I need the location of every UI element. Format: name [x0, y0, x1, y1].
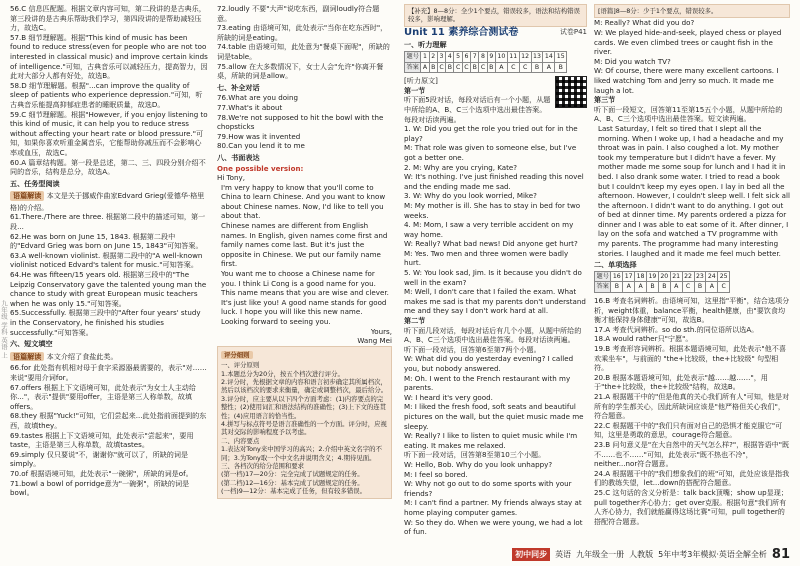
rubric-line: (第一档)17—20分：完全完成了试题规定的任务。	[221, 470, 364, 479]
table-cell: 13	[531, 52, 543, 63]
table-row	[405, 52, 567, 63]
answer-75: 75.allow 在大多数情况下，女士人会"允许"你离开餐桌，所缺的词是allow。	[217, 61, 384, 81]
script-line: M: Did you watch TV?	[594, 56, 671, 66]
header-note: 【补充】8—8分：全少1个要点，错误较多，语法和结构错误较多，影响理解。	[404, 4, 587, 27]
script-line: 1. W: Did you get the role you tried out for in the play?	[404, 124, 578, 143]
table-cell: 11	[507, 52, 519, 63]
rubric-line: 1.表达对Tony来中国学习的高兴；2.介绍中英文名字的不同；3.为Tony取一个中文名并说明含义；4.期待见面。	[221, 445, 382, 462]
part-2-title: 第二节	[404, 316, 426, 326]
column-3	[404, 4, 587, 537]
answer-60: 60.A 篇章结构题。第一段是总述，第二、三、四段分别介绍不同的音乐，结构是总分，故选A。	[10, 157, 206, 177]
table-cell: 12	[519, 52, 531, 63]
script-line: W: I heard it's very good.	[404, 392, 493, 402]
part-3-desc: 听下面一段短文，回答第11至第15五个小题，从题中所给的A、B、C三个选项中选出最佳答案。短文读两遍。	[594, 104, 783, 124]
rubric-line: 3.评分时，应主要从以下四个方面考虑：(1)内容要点的完整性；(2)使用词汇和语法结构的准确性；(3)上下文的连贯性；(4)应用语言的恰当性。	[221, 394, 387, 420]
answer-24: 24.A 根据题干中的"我们想象我们的班"可知，此处应该是指我们的教练失望，let...down的搭配符合题意。	[594, 468, 790, 488]
dialog-77: 77.What's it about	[217, 102, 283, 112]
table-cell: C	[519, 62, 531, 73]
letter-paragraph-4: Looking forward to seeing you.	[221, 317, 331, 326]
table-cell: 9	[487, 52, 495, 63]
table-cell: 1	[421, 52, 429, 63]
table-cell: B	[487, 62, 495, 73]
rubric-line: 三、各档次的给分范围和要求	[221, 462, 305, 471]
script-line: W: We played hide-and-seek, played chess or played cards. We even climbed trees or caught fish in the river.	[594, 28, 782, 57]
table-cell: 16	[611, 271, 623, 282]
answer-20: 20.B 根据本题语境可知，此处表示"越……越……"，用于"the+比较级，the+比较级"结构，故选B。	[594, 372, 768, 392]
rubric-line: 4.拼写与标点符号是语言准确性的一个方面。评分时，应视其对交际的影响程度予以考虑。	[221, 420, 387, 437]
answer-18: 18.A would rather只"宁愿"。	[594, 334, 693, 344]
answer-16: 16.B 考查名词辨析。由语境可知，这里指"平衡"，结合选项分析，weight体重，balance平衡，health健康，由"要饮食均衡才能保持身体健康"可知，故选B。	[594, 296, 790, 325]
table-cell: B	[647, 282, 659, 293]
discourse-tag: 语篇解读	[10, 191, 44, 201]
answer-69: 69.tastes 根据上下文语境可知，此处表示"尝起来"，要用taste，主语是第三人称单数，故填tastes。	[10, 430, 194, 450]
script-line: W: Why not go out to do some sports with your friends?	[404, 479, 572, 498]
table-cell: 7	[471, 52, 479, 63]
table-cell: C	[682, 282, 694, 293]
answer-56: 56.C 信息匹配题。根据文章内容可知，第二段讲的是古典乐，第三段讲的是古典乐帮助我们学习，第四段讲的是帮助减轻压力，故选C。	[10, 4, 206, 33]
script-line: W: It's nothing. I've just finished reading this novel and the ending made me sad.	[404, 172, 584, 191]
table-cell: B	[429, 62, 437, 73]
section-title-8: 八、书面表达	[217, 152, 260, 162]
rubric-line: (一档)9—12分：基本完成了任务，但有较多错误。	[221, 487, 366, 496]
table-cell: 题号	[595, 271, 611, 282]
table-cell: 题号	[405, 52, 421, 63]
table-cell: A	[495, 62, 507, 73]
letter-paragraph-2: Chinese names are different from English names. In English, given names come first and family names come last. But it's just the opposite in Chinese. We put our family name first.	[221, 221, 388, 269]
answer-73: 73.eating 由语境可知，此处表示"当你在吃东西时"，所缺的词是eating。	[217, 23, 388, 42]
table-cell: C	[479, 62, 487, 73]
dialog-80: 80.Can you lend it to me	[217, 141, 305, 151]
discourse-tag-2: 语篇解读	[10, 352, 44, 362]
answer-65: 65.Successfully. 根据第三段中的"After four years' study in the Conservatory, he finished his studies successfully."可知答案。	[10, 308, 201, 337]
column-1	[10, 4, 208, 498]
section-title-6: 六、短文填空	[10, 339, 53, 349]
script-line: W: Of course, there were many excellent cartoons. I liked watching Tom and Jerry so much. It made me laugh a lot.	[594, 66, 779, 95]
top-note: [语篇]8—8分：少于1个要点，错误较多。	[594, 4, 790, 18]
script-line: W: Hello, Bob. Why do you look unhappy?	[404, 459, 553, 469]
script-line: 4. M: Mom, I saw a very terrible accident on my way home.	[404, 220, 574, 239]
answer-25: 25.C 这句话的含义分析是：talk back顶嘴；show up显现；pull together齐心协力；get over克服。根据句意"我们所有人齐心协力，我们就能赢得这场比赛"可知，pull together的搭配符合题意。	[594, 487, 788, 526]
dialog-76: 76.What are you doing	[217, 93, 299, 103]
answer-70: 70.of 根据语境可知，此处表示"一碗粥"，所缺的词是of。	[10, 468, 193, 478]
script-line: M: Well, I don't care that I failed the exam. What makes me sad is that my parents don't understand me and they say I don't work hard at all.	[404, 287, 586, 316]
answer-69b: 69.simply 仅只要说"不，谢谢你"就可以了，所缺的词是simply。	[10, 449, 189, 469]
answer-64: 64.He was fifteen/15 years old. 根据第三段中的"The Leipzig Conservatory gave the talented young man the chance to study with great European music teachers when he was only 15."可知答案。	[10, 270, 207, 308]
part-3-title: 第三节	[594, 95, 616, 105]
letter-signer: Wang Mei	[357, 336, 392, 346]
script-line: M: I can't find a partner. My friends always stay at home playing computer games.	[404, 498, 582, 517]
discourse-note	[10, 189, 208, 212]
answer-68: 68.they 根据"Yuck!"可知，它们尝起来...此处指前面提到的东西，故填they。	[10, 411, 207, 430]
unit-page-ref: 试卷P41	[559, 27, 587, 36]
answer-59: 59.C 细节理解题。根据"However, if you enjoy listening to this kind of music, it can help you to reduce stress without affecting your heart rate or blood pressure."可知，如果你喜欢听重金属音乐，它能帮助你减压而不会影响心率或血压，故选C。	[10, 109, 208, 157]
unit-title-text: Unit 11 素养综合测试卷	[404, 26, 519, 38]
answer-71: 71.bowl a bowl of porridge意为"一碗粥"，所缺的词是bowl。	[10, 478, 190, 498]
part-2-desc: 听下面几段对话，每段对话后有几个小题，从题中所给的A、B、C三个选项中选出最佳答案。每段对话读两遍。	[404, 325, 582, 345]
column-2	[217, 4, 392, 499]
discourse-text: 本文是关于挪威作曲家Edvard Grieg(爱德华·格里格)的介绍。	[10, 191, 205, 212]
script-line: M: Oh. I went to the French restaurant with my parents.	[404, 373, 571, 393]
table-cell: 17	[623, 271, 635, 282]
rubric-tag: 评分细则	[221, 351, 253, 359]
part-1-title: 第一节	[404, 85, 426, 95]
table-cell: B	[694, 282, 706, 293]
script-line: M: My mother is ill. She has to stay in bed for two weeks.	[404, 200, 581, 220]
column-4	[594, 4, 790, 526]
table-cell: B	[531, 62, 543, 73]
table-cell: C	[718, 282, 730, 293]
footer-subject: 英语	[555, 550, 572, 559]
table-cell: 5	[454, 52, 462, 63]
script-line: M: Really? What did you do?	[594, 18, 695, 28]
table-cell: B	[555, 62, 567, 73]
table-row	[595, 282, 730, 293]
footer-series: 5年中考3年模拟·英语全解全析	[658, 550, 767, 559]
script-line: M: I liked the fresh food, soft seats and beautiful pictures on the wall, but the quiet music made me sleepy.	[404, 402, 584, 431]
script-line: 2. M: Why are you crying, Kate?	[404, 162, 518, 172]
table-cell: B	[611, 282, 623, 293]
table-cell: A	[623, 282, 635, 293]
table-cell: B	[446, 62, 454, 73]
answer-22: 22.C 根据题干中的"我们只有面对自己的恐惧才能克服它"可知，这里是勇敢的意思，courage符合题意。	[594, 420, 783, 440]
answer-17: 17.A 考查代词辨析。so do sth.的同位语所以选A。	[594, 324, 759, 334]
table-cell: B	[658, 282, 670, 293]
answer-72: 72.loudly 不要"大声"说吃东西，副词loudly符合题意。	[217, 4, 380, 23]
script-line: W: Really? I like to listen to quiet music while I'm eating. It makes me relaxed.	[404, 431, 578, 450]
letter-paragraph-1: I'm very happy to know that you'll come to China to learn Chinese. And you want to know about Chinese names. Now, I'd like to tell you about that.	[221, 182, 386, 221]
letter-greeting: Hi Tony,	[217, 173, 245, 183]
discourse-text-2: 本文介绍了食盐此类。	[46, 351, 118, 361]
table-row	[595, 271, 730, 282]
table-cell: 4	[446, 52, 454, 63]
answer-19: 19.B 考查形容词辨析。根据本题语境可知，此处表示"他不喜欢乘坐车"，与前面的 "the+比较级，the+比较级" 句型相符。	[594, 344, 786, 373]
table-cell: 14	[543, 52, 555, 63]
letter-paragraph-3: You want me to choose a Chinese name for you. I think Li Cong is a good name for you. This name means that you are wise and clever. It's just like you! A good name stands for good luck. I hope you will like this new name.	[221, 269, 389, 317]
table-cell: C	[437, 62, 445, 73]
table-cell: 21	[670, 271, 682, 282]
dialog-78: 78.We're not supposed to hit the bowl with the chopsticks	[217, 112, 384, 132]
letter-closing: Yours,	[370, 326, 392, 336]
table-cell: C	[462, 62, 470, 73]
script-line: W: What did you do yesterday evening? I called you, but nobody answered.	[404, 354, 574, 373]
table-cell: 3	[437, 52, 445, 63]
rubric-line: 一、评分原则	[221, 361, 260, 370]
script-line: 5. W: You look sad, Jim. Is it because you didn't do well in the exam?	[404, 268, 582, 287]
brand-logo: 初中同步	[512, 548, 550, 561]
table-cell: A	[421, 62, 429, 73]
table-cell: A	[635, 282, 647, 293]
unit-title	[404, 28, 587, 38]
rubric-line: 2.评分时，先根据文章的内容和语言初步确定其所属档次，然后以该档次的要求来衡量，确定或调整档次，最后给分。	[221, 378, 388, 395]
part-1-desc: 听下面5段对话，每段对话后有一个小题，从题中所给的A、B、C三个选项中选出最佳答案。每段对话读两遍。	[404, 95, 551, 124]
table-cell: 答案	[405, 62, 421, 73]
table-cell: 6	[462, 52, 470, 63]
answer-21: 21.A 根据题干中的"但是他真的关心我们所有人"可知，他是对所有的学生都关心，因此所缺词应该是"他严格但关心我们"，符合题意。	[594, 391, 790, 421]
answer-57: 57.B 细节理解题。根据"This kind of music has been found to reduce stress(even for people who are not too interested in classical music) and improve certain kinds of intelligence."可知，古典音乐可以减轻压力，提高智力，因此对大部分人都有好处，故选B。	[10, 32, 208, 81]
section-title-choice: 二、单项选择	[594, 260, 637, 270]
part-2-sub: 听下面一段对话，回答第6至第7两个小题。	[404, 344, 541, 354]
story-passage: Last Saturday, I felt so tired that I slept all the morning. When I woke up, I had a headache and my throat was in pain. I also coughed a lot. My mother took my temperature but I didn't have a fever. My mother made me some soup for lunch and I had it in bed. I also drank some water. I tried to read a book but I couldn't keep my eyes open. I lay in bed all the afternoon. However, I couldn't sleep well. I felt sick all the afternoon. I didn't want to do anything. I got out of bed at dinner time. My parents ordered a pizza for dinner and I was able to eat some of it. After dinner, I lay on the sofa and watched a TV programme with my parents. The programme had many interesting stories. I laughed and it made me feel much better.	[598, 123, 790, 258]
table-cell: C	[454, 62, 462, 73]
answer-58: 58.D 细节理解题。根据"...can improve the quality of sleep of patients who experience depression."可知，听古典音乐能提高抑郁症患者的睡眠质量，故选D。	[10, 80, 203, 109]
rubric-line: 二、内容要点	[221, 436, 260, 445]
side-margin-text: 九年级 学科 英语 上	[0, 300, 8, 359]
script-line: W: Really? What bad news! Did anyone get hurt?	[404, 239, 578, 249]
answer-table-choice	[594, 271, 730, 293]
part-3-sub: 听下面一段对话，回答第8至第10三个小题。	[404, 450, 546, 460]
discourse-note-2	[10, 350, 208, 364]
rubric-line: 1.本题总分为20分，按五个档次进行评分。	[221, 369, 344, 378]
table-cell: 答案	[595, 282, 611, 293]
table-cell: 22	[682, 271, 694, 282]
dialog-79: 79.How was it invented	[217, 131, 301, 141]
footer-grade: 九年级全一册	[576, 550, 625, 559]
page-number: 81	[771, 547, 790, 562]
answer-63: 63.A well-known violinist. 根据第二段中的"A well-known violinist noticed Edvard's talent for music."可知答案。	[10, 250, 203, 270]
answer-23: 23.B 问句意义是"在大自然中的天气怎么样?"，根据答语中"既不……也不……"可知，此处表示"既不热也不冷"，neither...nor符合题意。	[594, 439, 790, 469]
section-title-5: 五、任务型阅读	[10, 178, 60, 188]
table-cell: 2	[429, 52, 437, 63]
qr-code-icon[interactable]	[555, 76, 587, 108]
table-cell: A	[543, 62, 555, 73]
rubric-box	[217, 346, 392, 499]
table-cell: 8	[479, 52, 487, 63]
answer-table-listening	[404, 51, 567, 73]
table-cell: 19	[647, 271, 659, 282]
rubric-line: (第二档)12—16分：基本完成了试题规定的任务。	[221, 478, 364, 487]
answer-62: 62.He was born on June 15, 1843. 根据第二段中的"Edvard Grieg was born on June 15, 1843"可知答案。	[10, 231, 203, 251]
table-cell: 15	[555, 52, 567, 63]
table-cell: 18	[635, 271, 647, 282]
answer-67: 67.offers 根据上下文语境可知，此处表示"为女士人主动给你..."，表示"提供"要用offer，主语是第三人称单数，故填offers。	[10, 382, 196, 411]
section-title-7: 七、补全对话	[217, 82, 260, 92]
version-label: One possible version:	[217, 163, 304, 173]
script-line: 3. W: Why do you look worried, Mike?	[404, 191, 537, 201]
table-cell: C	[507, 62, 519, 73]
table-cell: 24	[706, 271, 718, 282]
script-line: M: Yes. Two men and three women were badly hurt.	[404, 248, 569, 268]
script-line: M: That role was given to someone else, but I've got a better one.	[404, 143, 577, 162]
script-line: M: I feel so bored.	[404, 469, 468, 479]
answer-66: 66.for 此处指有机相对母于食字采源器最需要的，表示"对……来说"要用介词for。	[10, 363, 207, 382]
answer-61: 61.There./There are three. 根据第二段中的描述可知，第一段...	[10, 212, 206, 232]
page-footer	[512, 547, 790, 562]
table-cell: 25	[718, 271, 730, 282]
section-title-listening: 一、听力理解	[404, 40, 447, 50]
table-cell: A	[706, 282, 718, 293]
table-cell: 23	[694, 271, 706, 282]
answer-74: 74.table 由语境可知，此处意为"餐桌下面呢"，所缺的词是table。	[217, 42, 390, 61]
table-cell: A	[670, 282, 682, 293]
table-row	[405, 62, 567, 73]
table-cell: B	[471, 62, 479, 73]
table-cell: 10	[495, 52, 507, 63]
listening-label: [听力原文]	[404, 76, 438, 86]
script-line: W: So they do. When we were young, we had a lot of fun.	[404, 517, 583, 537]
footer-edition: 人教版	[629, 550, 654, 559]
table-cell: 20	[658, 271, 670, 282]
